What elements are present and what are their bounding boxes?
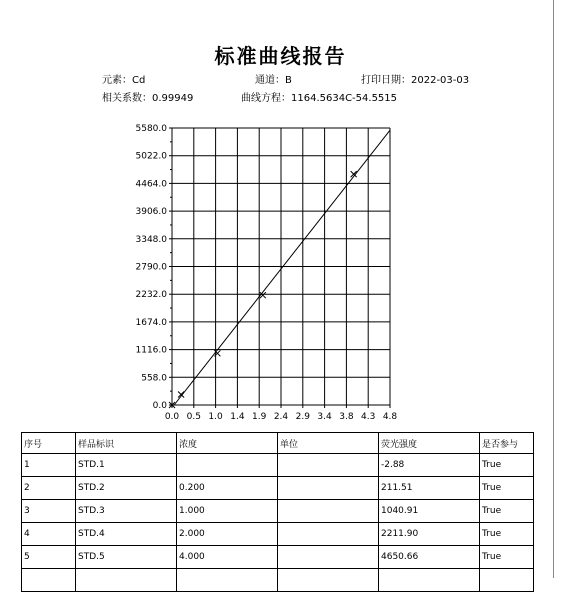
- table-row: [22, 569, 534, 592]
- cell-sample-id: STD.1: [76, 454, 177, 477]
- cell-intensity: -2.88: [379, 454, 480, 477]
- y-tick-label: 3906.0: [135, 207, 167, 218]
- header-intensity: 荧光强度: [379, 433, 480, 454]
- table-row: [22, 546, 534, 569]
- cell-concentration: 1.000: [177, 500, 278, 523]
- y-tick-label: 2790.0: [135, 262, 167, 273]
- x-tick-label: 1.4: [230, 412, 245, 422]
- x-tick-label: 3.4: [317, 412, 332, 422]
- cell-unit: [278, 477, 379, 500]
- table-row: [22, 500, 534, 523]
- cell-intensity: 1040.91: [379, 500, 480, 523]
- print-date-label: 打印日期：2022-03-03: [361, 75, 470, 86]
- x-tick-label: 2.9: [295, 412, 310, 422]
- cell-intensity: [379, 569, 480, 592]
- correlation-label: 相关系数：0.99949: [102, 93, 194, 104]
- cell-index: 3: [22, 500, 76, 523]
- cell-sample-id: [76, 569, 177, 592]
- x-tick-label: 2.4: [273, 412, 289, 422]
- y-tick-label: 3348.0: [135, 234, 167, 245]
- header-concentration: 浓度: [177, 433, 278, 454]
- channel-label: 通道：B: [255, 75, 292, 86]
- y-tick-label: 558.0: [141, 373, 167, 384]
- cell-included: True: [480, 523, 534, 546]
- cell-concentration: 2.000: [177, 523, 278, 546]
- cell-unit: [278, 569, 379, 592]
- cell-included: [480, 569, 534, 592]
- cell-index: 1: [22, 454, 76, 477]
- table-row: [22, 523, 534, 546]
- cell-index: 5: [22, 546, 76, 569]
- x-tick-label: 3.8: [339, 412, 354, 422]
- y-tick-label: 0.0: [152, 401, 167, 411]
- x-tick-label: 4.3: [361, 412, 376, 422]
- cell-included: True: [480, 477, 534, 500]
- y-tick-label: 1674.0: [135, 317, 167, 328]
- cell-concentration: [177, 454, 278, 477]
- header-included: 是否参与: [480, 433, 534, 454]
- cell-unit: [278, 500, 379, 523]
- cell-sample-id: STD.3: [76, 500, 177, 523]
- cell-intensity: 4650.66: [379, 546, 480, 569]
- standards-table: [21, 432, 534, 592]
- header-sample-id: 样品标识: [76, 433, 177, 454]
- report-title: 标准曲线报告: [214, 44, 347, 68]
- y-tick-label: 4464.0: [135, 179, 167, 190]
- cell-index: 4: [22, 523, 76, 546]
- x-tick-label: 1.9: [252, 412, 267, 422]
- cell-sample-id: STD.2: [76, 477, 177, 500]
- x-tick-label: 0.0: [164, 412, 180, 422]
- y-tick-label: 5022.0: [135, 151, 167, 162]
- calibration-chart: [0, 118, 561, 424]
- cell-intensity: 211.51: [379, 477, 480, 500]
- table-row: [22, 477, 534, 500]
- x-tick-label: 0.5: [186, 412, 201, 422]
- y-tick-label: 5580.0: [135, 124, 167, 134]
- x-tick-label: 1.0: [208, 412, 223, 422]
- cell-included: True: [480, 546, 534, 569]
- cell-unit: [278, 454, 379, 477]
- header-index: 序号: [22, 433, 76, 454]
- cell-index: 2: [22, 477, 76, 500]
- x-tick-label: 4.8: [382, 412, 398, 422]
- cell-unit: [278, 523, 379, 546]
- cell-concentration: [177, 569, 278, 592]
- fit-line: [174, 130, 390, 405]
- table-header-row: [22, 433, 534, 454]
- cell-unit: [278, 546, 379, 569]
- cell-sample-id: STD.4: [76, 523, 177, 546]
- cell-index: [22, 569, 76, 592]
- equation-label: 曲线方程：1164.5634C-54.5515: [241, 93, 398, 104]
- y-tick-label: 2232.0: [135, 290, 167, 301]
- cell-concentration: 4.000: [177, 546, 278, 569]
- table-row: [22, 454, 534, 477]
- cell-included: True: [480, 500, 534, 523]
- header-unit: 单位: [278, 433, 379, 454]
- cell-concentration: 0.200: [177, 477, 278, 500]
- y-tick-label: 1116.0: [135, 345, 167, 356]
- cell-included: True: [480, 454, 534, 477]
- cell-sample-id: STD.5: [76, 546, 177, 569]
- element-label: 元素：Cd: [102, 75, 146, 86]
- cell-intensity: 2211.90: [379, 523, 480, 546]
